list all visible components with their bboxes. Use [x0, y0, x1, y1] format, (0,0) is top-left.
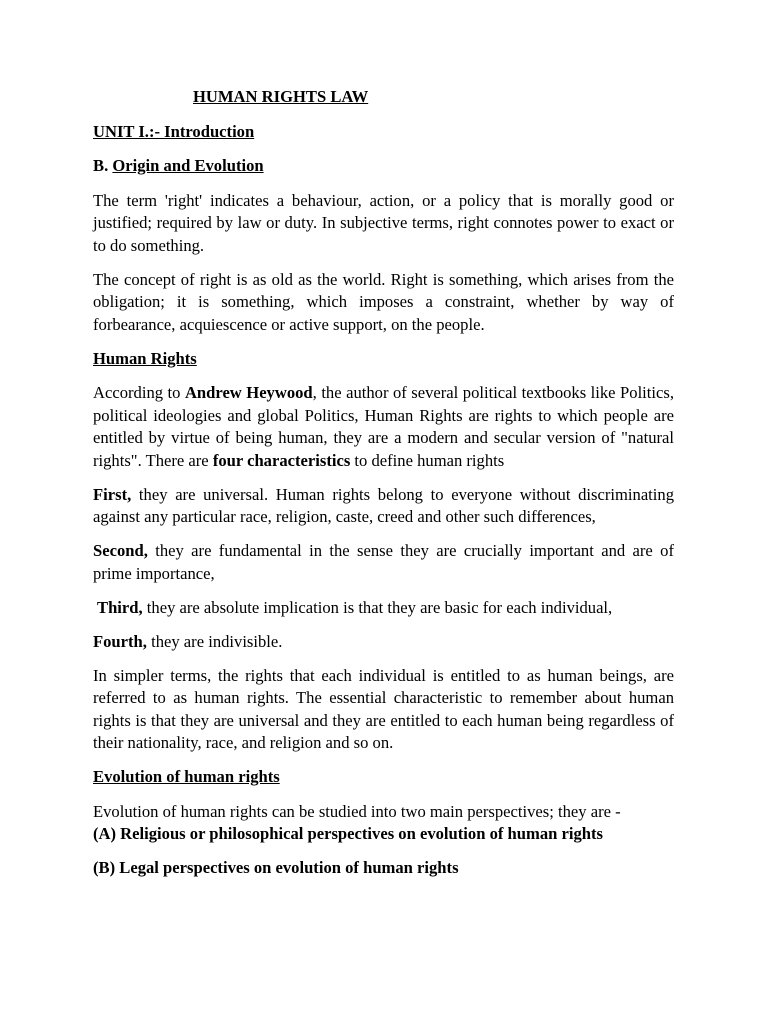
paragraph-concept-right: The concept of right is as old as the world. Right is something, which arises from the obligation; it is something, which imposes a constraint, whether by way of forbearance, acquiescence or active support, on the people. — [93, 269, 674, 334]
characteristic-first — [93, 484, 674, 529]
first-text: they are universal. Human rights belong to everyone without discriminating against any particular race, religion, caste, creed and other such differences, — [93, 484, 674, 526]
paragraph-simpler-terms: In simpler terms, the rights that each individual is entitled to as human beings, are referred to as human rights. The essential characteristic to remember about human rights is that they are universal and they are entitled to each human being regardless of their nationality, race, and religion and so on. — [93, 665, 674, 752]
paragraph-heywood — [93, 382, 674, 472]
fourth-text: they are indivisible. — [146, 631, 283, 651]
heywood-text-c: to define human rights — [350, 450, 505, 470]
section-heading — [93, 155, 674, 178]
paragraph-evolution: Evolution of human rights can be studied into two main perspectives; they are - — [93, 801, 621, 821]
four-characteristics: four characteristics — [212, 450, 351, 470]
heywood-text-a: According to — [93, 383, 185, 402]
unit-heading: UNIT I.:- Introduction — [93, 121, 255, 141]
paragraph-term-right: The term 'right' indicates a behaviour, action, or a policy that is morally good or justified; required by law or duty. In subjective terms, right connotes power to exact or to do something. — [93, 190, 674, 255]
perspective-a: (A) Religious or philosophical perspectives on evolution of human rights — [93, 824, 603, 843]
document-body — [93, 86, 674, 891]
second-label: Second, — [93, 541, 148, 560]
third-label: Third, — [97, 597, 143, 617]
third-text: they are absolute implication is that they are basic for each individual, — [142, 597, 613, 617]
second-text: they are fundamental in the sense they are crucially important and are of prime importance, — [93, 541, 674, 583]
heywood-text-b: , the author of several political textbooks like Politics, political ideologies and global Politics, Human Rights are rights to which people are entitled by virtue of being human, they are a modern and secular version of "natural rights". There are — [93, 383, 674, 470]
evolution-heading: Evolution of human rights — [93, 767, 280, 786]
characteristic-fourth — [93, 631, 674, 654]
characteristic-third — [93, 597, 674, 620]
fourth-label: Fourth, — [93, 631, 147, 651]
section-title: Origin and Evolution — [112, 156, 264, 175]
document-title: HUMAN RIGHTS LAW — [193, 87, 369, 106]
human-rights-heading: Human Rights — [93, 348, 197, 368]
characteristic-second — [93, 540, 674, 585]
section-prefix: B. — [93, 156, 113, 175]
perspective-b: (B) Legal perspectives on evolution of human rights — [93, 858, 459, 877]
first-label: First, — [93, 484, 132, 504]
heywood-name: Andrew Heywood — [184, 383, 313, 402]
